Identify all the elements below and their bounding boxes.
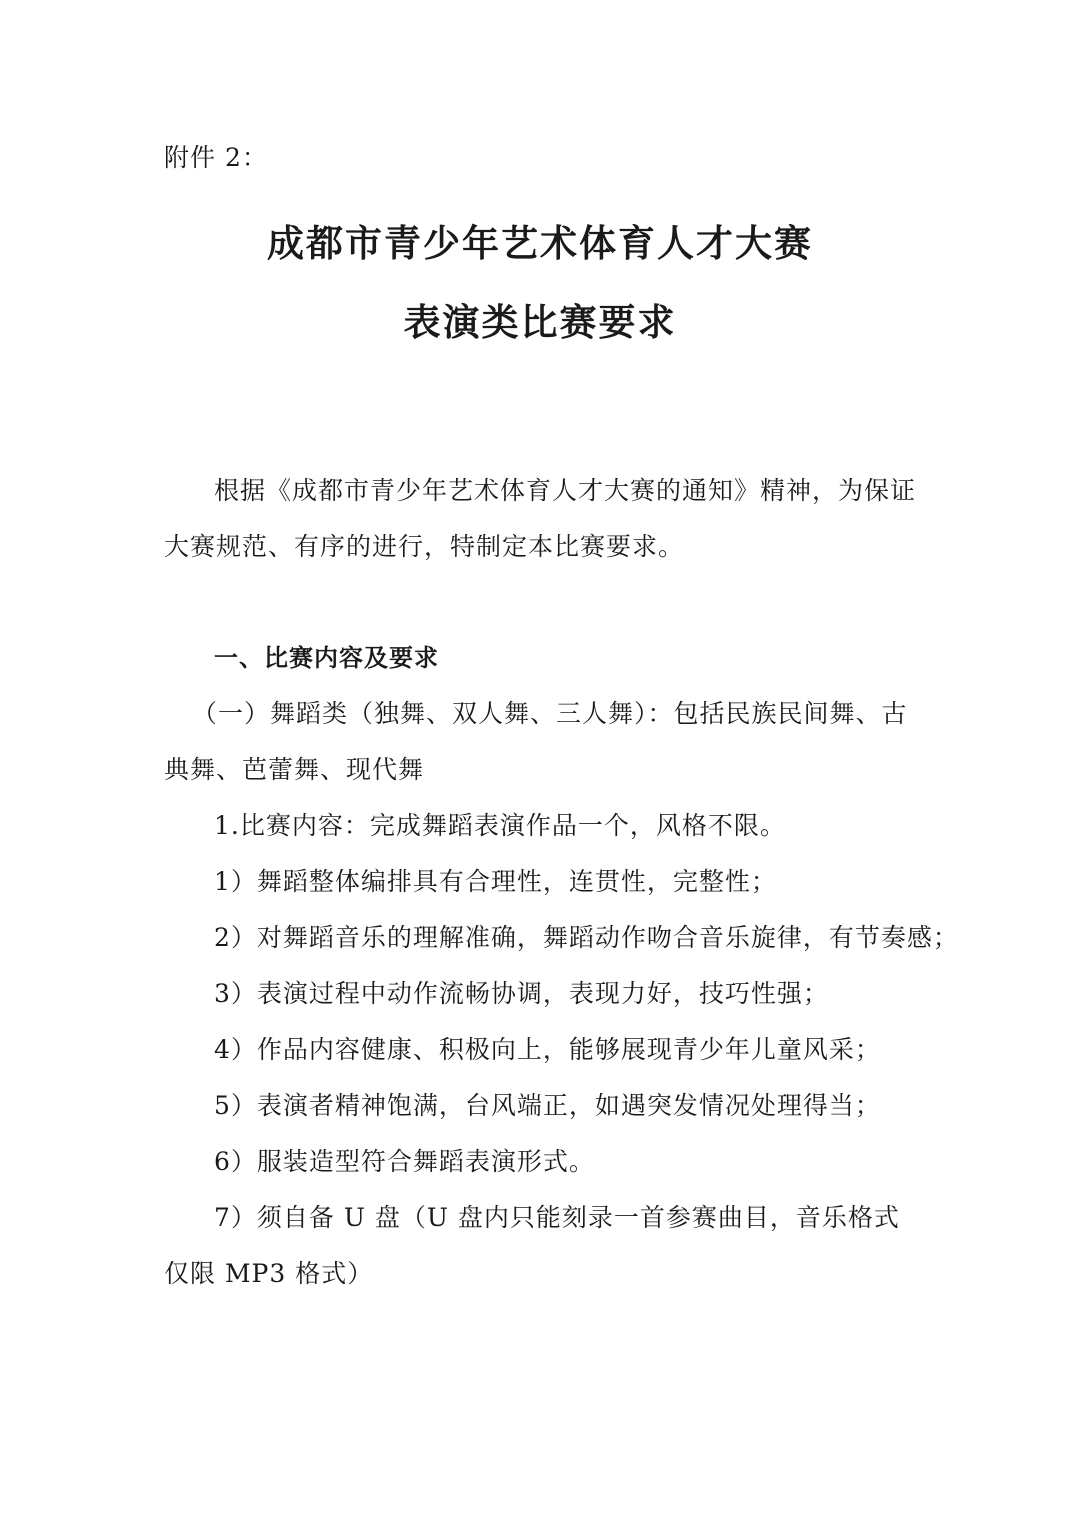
list-item: 5）表演者精神饱满，台风端正，如遇突发情况处理得当； xyxy=(214,1091,881,1120)
attachment-label: 附件 2： xyxy=(164,143,268,172)
content-requirement: 1.比赛内容：完成舞蹈表演作品一个，风格不限。 xyxy=(214,811,786,840)
subsection-dance: （一）舞蹈类（独舞、双人舞、三人舞）：包括民族民间舞、古典舞、芭蕾舞、现代舞 xyxy=(164,699,908,784)
list-item: 7）须自备 U 盘（U 盘内只能刻录一首参赛曲目，音乐格式仅限 MP3 格式） xyxy=(164,1203,900,1288)
document-title-line2: 表演类比赛要求 xyxy=(403,301,677,344)
list-item: 6）服装造型符合舞蹈表演形式。 xyxy=(214,1147,595,1176)
list-item: 2）对舞蹈音乐的理解准确，舞蹈动作吻合音乐旋律，有节奏感； xyxy=(214,923,959,952)
document-title-line1: 成都市青少年艺术体育人才大赛 xyxy=(267,222,813,265)
section-heading: 一、比赛内容及要求 xyxy=(214,644,439,672)
list-item: 1）舞蹈整体编排具有合理性，连贯性，完整性； xyxy=(214,867,777,896)
intro-paragraph: 根据《成都市青少年艺术体育人才大赛的通知》精神，为保证大赛规范、有序的进行，特制定本比赛要求。 xyxy=(164,476,917,561)
list-item: 4）作品内容健康、积极向上，能够展现青少年儿童风采； xyxy=(214,1035,881,1064)
list-item: 3）表演过程中动作流畅协调，表现力好，技巧性强； xyxy=(214,979,829,1008)
